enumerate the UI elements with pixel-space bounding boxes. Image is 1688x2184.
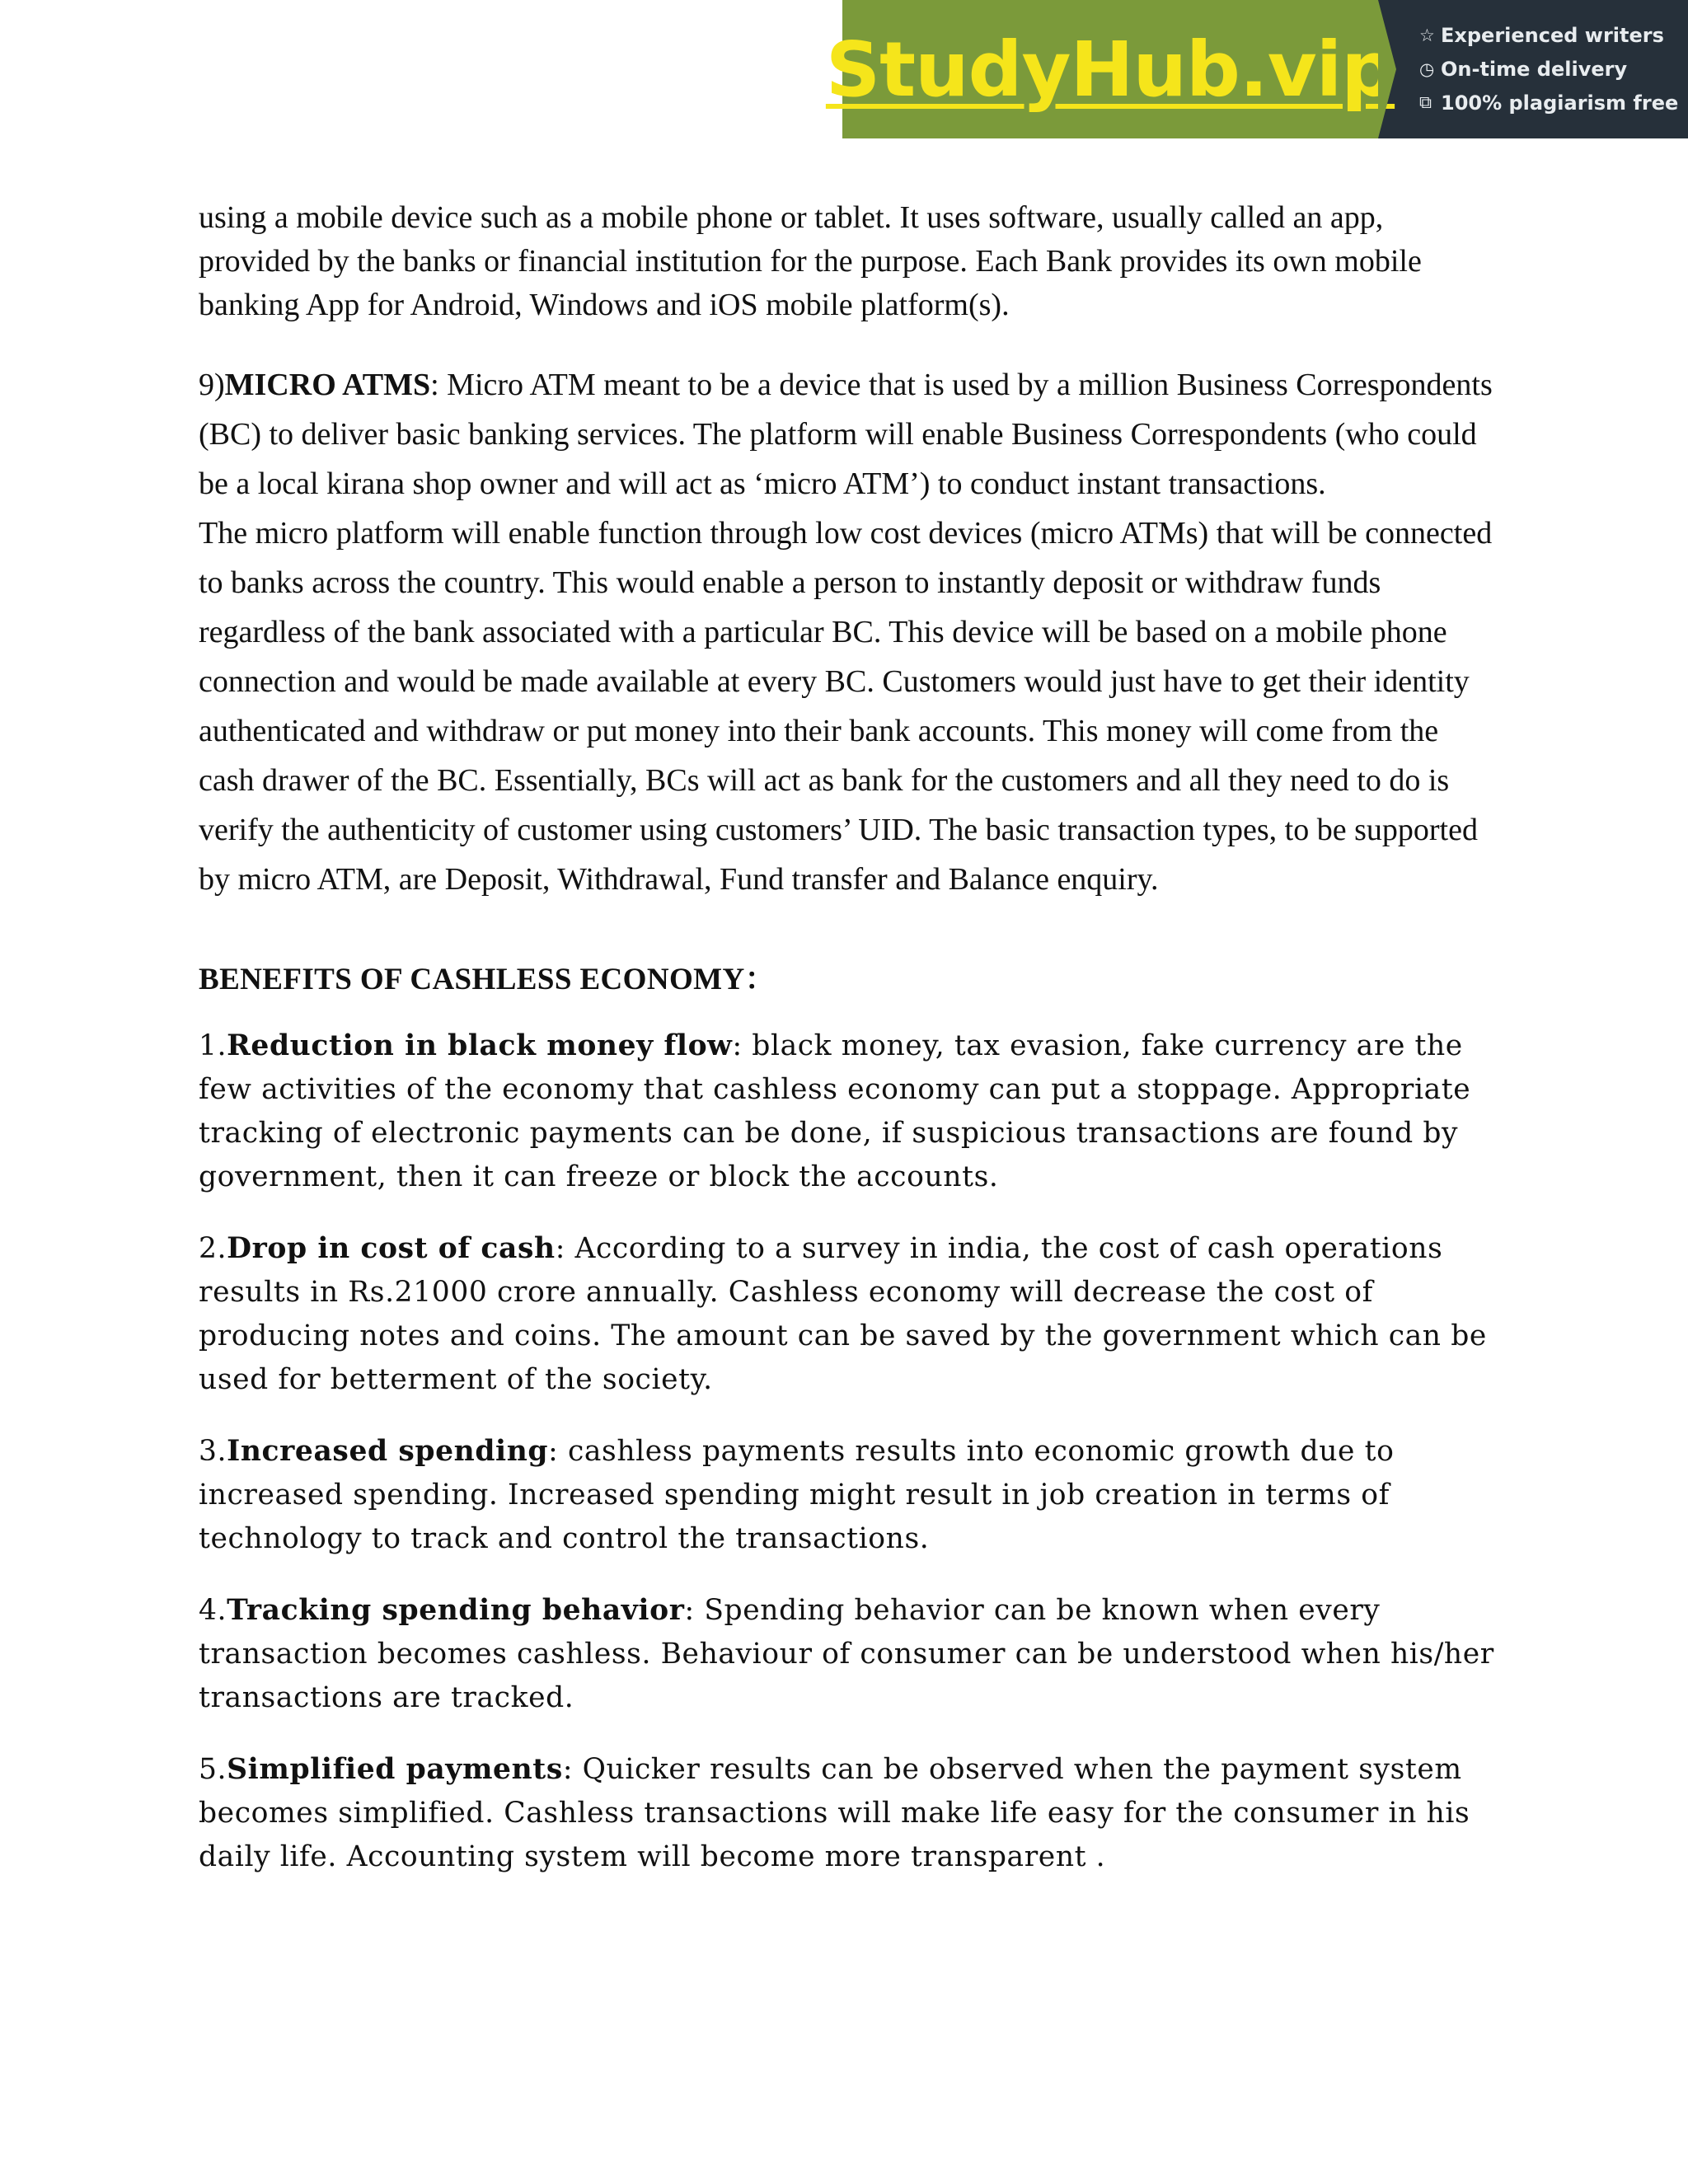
benefit-item <box>199 1024 1501 1199</box>
section-title: MICRO ATMS <box>224 368 431 402</box>
benefit-number: 2. <box>199 1232 227 1265</box>
benefit-number: 5. <box>199 1753 227 1786</box>
benefit-item <box>199 1748 1501 1879</box>
benefit-title: Reduction in black money flow <box>227 1029 733 1062</box>
feature-plagiarism-free <box>1419 86 1688 120</box>
studyhub-logo[interactable] <box>825 0 1395 138</box>
benefit-title: Tracking spending behavior <box>227 1594 685 1627</box>
section-number: 9) <box>199 368 225 402</box>
benefit-title: Drop in cost of cash <box>227 1232 556 1265</box>
star-icon: ☆ <box>1419 25 1435 45</box>
document-body <box>199 196 1501 1879</box>
copy-icon: ⧉ <box>1419 92 1432 112</box>
feature-on-time-delivery <box>1419 52 1688 86</box>
benefit-text: : According to a survey in india, the cost of cash operations results in Rs.21000 crore annually. Cashless economy will decrease the cost of producing notes and coins. The amount can be saved by the government which can be used for betterment of the society. <box>199 1232 1487 1396</box>
clock-icon: ◷ <box>1419 59 1435 79</box>
benefit-number: 1. <box>199 1029 227 1062</box>
benefit-number: 4. <box>199 1594 227 1627</box>
benefit-text: : Quicker results can be observed when the payment system becomes simplified. Cashless transactions will make life easy for the consumer in his daily life. Accounting system will become more transparent . <box>199 1753 1470 1873</box>
section-text: : Micro ATM meant to be a device that is used by a million Business Correspondents (BC) to deliver basic banking services. The platform will enable Business Correspondents (who could be a local kirana shop owner and will act as ‘micro ATM’) to conduct instant transactions. <box>199 368 1493 501</box>
intro-paragraph: using a mobile device such as a mobile phone or tablet. It uses software, usually called an app, provided by the banks or financial institution for the purpose. Each Bank provides its own mobile banking App for Android, Windows and iOS mobile platform(s). <box>199 200 1422 322</box>
banner-features <box>1378 0 1688 138</box>
feature-label: Experienced writers <box>1441 23 1664 47</box>
feature-label: 100% plagiarism free <box>1441 91 1679 115</box>
micro-atms-paragraph <box>199 360 1501 509</box>
benefit-item <box>199 1227 1501 1402</box>
benefits-heading: BENEFITS OF CASHLESS ECONOMY： <box>199 963 776 996</box>
benefit-number: 3. <box>199 1435 227 1468</box>
logo-text: StudyHub.vip <box>825 25 1395 114</box>
micro-atms-paragraph-2: The micro platform will enable function through low cost devices (micro ATMs) that will be connected to banks across the country. This would enable a person to instantly deposit or withdraw funds regardless of the bank associated with a particular BC. This device will be based on a mobile phone connection and would be made available at every BC. Customers would just have to get their identity authenticated and withdraw or put money into their bank accounts. This money will come from the cash drawer of the BC. Essentially, BCs will act as bank for the customers and all they need to do is verify the authenticity of customer using customers’ UID. The basic transaction types, to be supported by micro ATM, are Deposit, Withdrawal, Fund transfer and Balance enquiry. <box>199 516 1493 897</box>
benefit-title: Increased spending <box>227 1435 549 1468</box>
benefit-item <box>199 1430 1501 1561</box>
banner-arrow-shape <box>1378 0 1396 138</box>
feature-experienced-writers <box>1419 18 1688 52</box>
benefit-text: : Spending behavior can be known when every transaction becomes cashless. Behaviour of consumer can be understood when his/her transactions are tracked. <box>199 1594 1494 1714</box>
benefit-text: : black money, tax evasion, fake currency are the few activities of the economy that cashless economy can put a stoppage. Appropriate tracking of electronic payments can be done, if suspicious transactions are found by government, then it can freeze or block the accounts. <box>199 1029 1471 1193</box>
benefit-item <box>199 1589 1501 1720</box>
benefit-title: Simplified payments <box>227 1753 563 1786</box>
studyhub-banner[interactable] <box>825 0 1688 138</box>
benefit-text: : cashless payments results into economic growth due to increased spending. Increased spending might result in job creation in terms of technology to track and control the transactions. <box>199 1435 1395 1555</box>
feature-label: On-time delivery <box>1441 57 1628 81</box>
